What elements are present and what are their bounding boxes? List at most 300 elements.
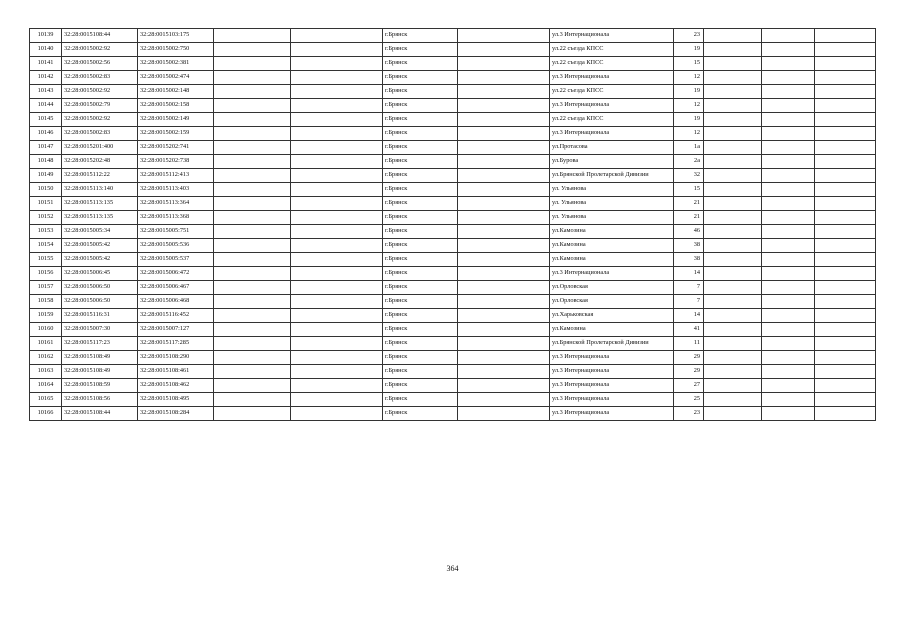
cell-col-12 [815,365,876,379]
cell-col-4 [214,295,291,309]
cell-land-cadastral-number: 32:28:0015002:79 [62,99,138,113]
cell-row-index: 10144 [30,99,62,113]
cell-house-number: 32 [674,169,704,183]
cell-row-index: 10155 [30,253,62,267]
cell-land-cadastral-number: 32:28:0015006:50 [62,295,138,309]
cell-city: г.Брянск [383,155,458,169]
cell-col-12 [815,113,876,127]
cell-col-4 [214,113,291,127]
cell-city: г.Брянск [383,141,458,155]
cell-col-4 [214,239,291,253]
cell-col-4 [214,29,291,43]
cell-city: г.Брянск [383,71,458,85]
cell-city: г.Брянск [383,183,458,197]
cell-col-5 [291,407,383,421]
cell-col-5 [291,169,383,183]
cell-house-number: 11 [674,337,704,351]
cell-city: г.Брянск [383,393,458,407]
cell-col-7 [458,407,550,421]
cell-city: г.Брянск [383,29,458,43]
cell-col-4 [214,351,291,365]
cell-col-4 [214,309,291,323]
cell-street: ул.3 Интернационала [550,71,674,85]
cell-street: ул.3 Интернационала [550,127,674,141]
cell-house-number: 7 [674,281,704,295]
cell-col-10 [704,267,762,281]
cell-col-10 [704,239,762,253]
cell-house-number: 41 [674,323,704,337]
cell-col-12 [815,71,876,85]
cell-col-10 [704,57,762,71]
cell-row-index: 10150 [30,183,62,197]
cell-col-7 [458,365,550,379]
cell-col-10 [704,337,762,351]
cell-col-7 [458,113,550,127]
cell-street: ул. Ульянова [550,183,674,197]
table-row [30,351,876,365]
cell-street: ул.Брянской Пролетарской Дивизии [550,169,674,183]
cell-city: г.Брянск [383,99,458,113]
table-row [30,253,876,267]
cell-col-11 [762,351,815,365]
cell-land-cadastral-number: 32:28:0015113:135 [62,211,138,225]
cell-house-number: 15 [674,183,704,197]
cell-col-11 [762,43,815,57]
registry-body [30,29,876,421]
cell-col-4 [214,127,291,141]
cell-col-11 [762,281,815,295]
cell-col-4 [214,169,291,183]
cell-col-11 [762,309,815,323]
cell-col-7 [458,281,550,295]
cell-house-number: 14 [674,267,704,281]
cell-col-7 [458,155,550,169]
cell-col-12 [815,43,876,57]
cell-col-10 [704,393,762,407]
cell-col-12 [815,57,876,71]
cell-street: ул.Харьковская [550,309,674,323]
cell-building-cadastral-number: 32:28:0015108:462 [138,379,214,393]
cell-col-11 [762,267,815,281]
cell-land-cadastral-number: 32:28:0015113:140 [62,183,138,197]
cell-land-cadastral-number: 32:28:0015006:50 [62,281,138,295]
cell-col-11 [762,225,815,239]
cell-land-cadastral-number: 32:28:0015112:22 [62,169,138,183]
cell-col-11 [762,141,815,155]
cell-row-index: 10159 [30,309,62,323]
cell-col-5 [291,127,383,141]
cell-house-number: 21 [674,211,704,225]
cell-row-index: 10157 [30,281,62,295]
cell-building-cadastral-number: 32:28:0015007:127 [138,323,214,337]
table-row [30,337,876,351]
cell-street: ул.Бурова [550,155,674,169]
cell-row-index: 10162 [30,351,62,365]
cell-building-cadastral-number: 32:28:0015002:149 [138,113,214,127]
cell-col-10 [704,183,762,197]
cell-col-12 [815,29,876,43]
cell-building-cadastral-number: 32:28:0015112:413 [138,169,214,183]
cell-row-index: 10165 [30,393,62,407]
cell-col-10 [704,407,762,421]
cell-col-11 [762,57,815,71]
cell-row-index: 10146 [30,127,62,141]
cell-col-7 [458,127,550,141]
cell-street: ул.Камозина [550,239,674,253]
table-row [30,43,876,57]
cell-land-cadastral-number: 32:28:0015002:92 [62,113,138,127]
cell-land-cadastral-number: 32:28:0015202:48 [62,155,138,169]
cell-city: г.Брянск [383,57,458,71]
cell-street: ул.3 Интернационала [550,379,674,393]
cell-col-5 [291,295,383,309]
cell-col-7 [458,309,550,323]
cell-col-12 [815,183,876,197]
cell-row-index: 10143 [30,85,62,99]
cell-col-7 [458,99,550,113]
cell-col-7 [458,267,550,281]
cell-street: ул.22 съезда КПСС [550,57,674,71]
cell-land-cadastral-number: 32:28:0015002:92 [62,43,138,57]
cell-col-10 [704,253,762,267]
cell-col-10 [704,281,762,295]
cell-col-4 [214,57,291,71]
cell-building-cadastral-number: 32:28:0015113:364 [138,197,214,211]
cell-col-11 [762,295,815,309]
cell-col-5 [291,393,383,407]
cell-col-7 [458,295,550,309]
cell-col-12 [815,393,876,407]
cell-col-10 [704,141,762,155]
cell-row-index: 10145 [30,113,62,127]
cell-house-number: 7 [674,295,704,309]
cell-city: г.Брянск [383,379,458,393]
table-row [30,183,876,197]
table-row [30,113,876,127]
cell-col-11 [762,127,815,141]
cell-city: г.Брянск [383,365,458,379]
cell-col-4 [214,407,291,421]
table-row [30,127,876,141]
cell-col-4 [214,267,291,281]
table-row [30,379,876,393]
cell-row-index: 10160 [30,323,62,337]
cell-col-12 [815,407,876,421]
cell-city: г.Брянск [383,309,458,323]
cell-col-10 [704,365,762,379]
cell-building-cadastral-number: 32:28:0015002:381 [138,57,214,71]
cell-house-number: 2а [674,155,704,169]
cell-col-5 [291,239,383,253]
cell-col-11 [762,337,815,351]
cell-col-4 [214,379,291,393]
cell-col-5 [291,99,383,113]
cell-col-5 [291,57,383,71]
cell-col-11 [762,211,815,225]
cell-row-index: 10164 [30,379,62,393]
cell-col-10 [704,379,762,393]
cell-house-number: 25 [674,393,704,407]
cell-building-cadastral-number: 32:28:0015006:468 [138,295,214,309]
table-row [30,309,876,323]
cell-col-12 [815,309,876,323]
table-row [30,323,876,337]
cell-col-12 [815,211,876,225]
cell-house-number: 19 [674,43,704,57]
cell-building-cadastral-number: 32:28:0015113:403 [138,183,214,197]
cell-land-cadastral-number: 32:28:0015005:42 [62,253,138,267]
cell-city: г.Брянск [383,169,458,183]
cell-col-10 [704,197,762,211]
cell-col-5 [291,211,383,225]
cell-col-5 [291,29,383,43]
cell-building-cadastral-number: 32:28:0015002:474 [138,71,214,85]
cell-col-4 [214,225,291,239]
cell-building-cadastral-number: 32:28:0015108:284 [138,407,214,421]
table-row [30,155,876,169]
cell-col-11 [762,323,815,337]
cell-city: г.Брянск [383,295,458,309]
cell-city: г.Брянск [383,239,458,253]
table-row [30,141,876,155]
cell-land-cadastral-number: 32:28:0015108:49 [62,365,138,379]
cell-row-index: 10139 [30,29,62,43]
cell-col-5 [291,155,383,169]
cell-col-11 [762,85,815,99]
cell-col-4 [214,211,291,225]
cell-col-12 [815,85,876,99]
cell-col-11 [762,183,815,197]
cell-city: г.Брянск [383,407,458,421]
cell-building-cadastral-number: 32:28:0015002:158 [138,99,214,113]
cell-col-4 [214,71,291,85]
cell-row-index: 10156 [30,267,62,281]
cell-col-12 [815,197,876,211]
cell-col-5 [291,365,383,379]
cell-col-10 [704,99,762,113]
cell-col-7 [458,393,550,407]
cell-city: г.Брянск [383,281,458,295]
cell-col-10 [704,155,762,169]
cell-city: г.Брянск [383,85,458,99]
cell-col-7 [458,337,550,351]
cell-building-cadastral-number: 32:28:0015108:461 [138,365,214,379]
cell-col-4 [214,99,291,113]
cell-house-number: 38 [674,239,704,253]
table-row [30,393,876,407]
cell-building-cadastral-number: 32:28:0015108:290 [138,351,214,365]
cell-building-cadastral-number: 32:28:0015202:738 [138,155,214,169]
cell-col-12 [815,99,876,113]
table-row [30,211,876,225]
cell-street: ул.3 Интернационала [550,29,674,43]
table-row [30,99,876,113]
cell-col-7 [458,169,550,183]
cell-land-cadastral-number: 32:28:0015108:56 [62,393,138,407]
cell-land-cadastral-number: 32:28:0015002:83 [62,71,138,85]
cell-row-index: 10141 [30,57,62,71]
cell-house-number: 1а [674,141,704,155]
cell-col-4 [214,85,291,99]
cell-col-12 [815,141,876,155]
cell-street: ул.22 съезда КПСС [550,113,674,127]
cell-col-11 [762,99,815,113]
cell-building-cadastral-number: 32:28:0015103:175 [138,29,214,43]
cell-col-4 [214,323,291,337]
cell-house-number: 12 [674,127,704,141]
cell-land-cadastral-number: 32:28:0015108:44 [62,407,138,421]
cell-city: г.Брянск [383,43,458,57]
table-row [30,29,876,43]
cell-col-10 [704,323,762,337]
cell-street: ул. Ульянова [550,197,674,211]
cell-col-10 [704,113,762,127]
cell-col-5 [291,141,383,155]
cell-city: г.Брянск [383,337,458,351]
cell-street: ул.3 Интернационала [550,351,674,365]
cell-building-cadastral-number: 32:28:0015005:537 [138,253,214,267]
cell-col-7 [458,253,550,267]
cell-land-cadastral-number: 32:28:0015113:135 [62,197,138,211]
cell-col-7 [458,71,550,85]
cell-street: ул.3 Интернационала [550,393,674,407]
cell-street: ул.Камозина [550,253,674,267]
cell-building-cadastral-number: 32:28:0015002:750 [138,43,214,57]
cell-street: ул. Ульянова [550,211,674,225]
cell-city: г.Брянск [383,197,458,211]
table-row [30,281,876,295]
cell-row-index: 10154 [30,239,62,253]
table-row [30,365,876,379]
cell-col-5 [291,267,383,281]
cell-land-cadastral-number: 32:28:0015117:23 [62,337,138,351]
cell-city: г.Брянск [383,225,458,239]
cell-col-7 [458,197,550,211]
cell-col-12 [815,267,876,281]
cell-building-cadastral-number: 32:28:0015202:741 [138,141,214,155]
cell-land-cadastral-number: 32:28:0015002:83 [62,127,138,141]
cell-col-12 [815,351,876,365]
cell-building-cadastral-number: 32:28:0015108:495 [138,393,214,407]
registry-table [29,28,876,421]
cell-row-index: 10161 [30,337,62,351]
cell-row-index: 10166 [30,407,62,421]
cell-city: г.Брянск [383,127,458,141]
cell-land-cadastral-number: 32:28:0015005:42 [62,239,138,253]
cell-col-11 [762,393,815,407]
table-row [30,169,876,183]
cell-col-10 [704,225,762,239]
cell-building-cadastral-number: 32:28:0015006:467 [138,281,214,295]
cell-col-7 [458,29,550,43]
cell-street: ул.3 Интернационала [550,407,674,421]
cell-row-index: 10148 [30,155,62,169]
cell-house-number: 46 [674,225,704,239]
cell-land-cadastral-number: 32:28:0015116:31 [62,309,138,323]
cell-col-4 [214,393,291,407]
cell-col-7 [458,85,550,99]
cell-col-7 [458,379,550,393]
cell-col-5 [291,379,383,393]
cell-col-10 [704,295,762,309]
cell-col-5 [291,309,383,323]
cell-col-11 [762,253,815,267]
cell-col-12 [815,225,876,239]
cell-city: г.Брянск [383,351,458,365]
cell-street: ул.3 Интернационала [550,365,674,379]
cell-col-7 [458,43,550,57]
cell-col-5 [291,281,383,295]
cell-row-index: 10158 [30,295,62,309]
cell-row-index: 10163 [30,365,62,379]
cell-land-cadastral-number: 32:28:0015108:59 [62,379,138,393]
cell-building-cadastral-number: 32:28:0015113:368 [138,211,214,225]
cell-land-cadastral-number: 32:28:0015006:45 [62,267,138,281]
cell-col-11 [762,239,815,253]
cell-col-12 [815,379,876,393]
cell-col-4 [214,281,291,295]
cell-col-11 [762,113,815,127]
cell-city: г.Брянск [383,323,458,337]
cell-land-cadastral-number: 32:28:0015002:56 [62,57,138,71]
cell-col-4 [214,337,291,351]
cell-land-cadastral-number: 32:28:0015201:400 [62,141,138,155]
cell-col-12 [815,155,876,169]
cell-col-4 [214,197,291,211]
cell-house-number: 23 [674,407,704,421]
cell-building-cadastral-number: 32:28:0015006:472 [138,267,214,281]
table-row [30,85,876,99]
cell-street: ул.Камозина [550,225,674,239]
cell-house-number: 12 [674,71,704,85]
cell-col-7 [458,351,550,365]
cell-col-4 [214,141,291,155]
cell-col-5 [291,337,383,351]
cell-building-cadastral-number: 32:28:0015116:452 [138,309,214,323]
page-number: 364 [446,564,459,573]
cell-col-5 [291,351,383,365]
cell-city: г.Брянск [383,253,458,267]
table-row [30,267,876,281]
cell-building-cadastral-number: 32:28:0015005:751 [138,225,214,239]
cell-col-12 [815,295,876,309]
cell-house-number: 15 [674,57,704,71]
cell-col-11 [762,379,815,393]
cell-street: ул.22 съезда КПСС [550,43,674,57]
cell-col-5 [291,323,383,337]
cell-house-number: 21 [674,197,704,211]
cell-col-12 [815,169,876,183]
cell-col-7 [458,183,550,197]
cell-col-4 [214,183,291,197]
cell-col-4 [214,365,291,379]
cell-col-10 [704,351,762,365]
cell-building-cadastral-number: 32:28:0015117:285 [138,337,214,351]
table-row [30,71,876,85]
cell-row-index: 10140 [30,43,62,57]
cell-land-cadastral-number: 32:28:0015108:44 [62,29,138,43]
cell-house-number: 12 [674,99,704,113]
cell-col-4 [214,253,291,267]
cell-col-5 [291,197,383,211]
cell-street: ул.Брянской Пролетарской Дивизии [550,337,674,351]
cell-col-10 [704,127,762,141]
cell-col-11 [762,407,815,421]
cell-col-10 [704,43,762,57]
cell-col-4 [214,43,291,57]
cell-row-index: 10153 [30,225,62,239]
cell-col-5 [291,113,383,127]
